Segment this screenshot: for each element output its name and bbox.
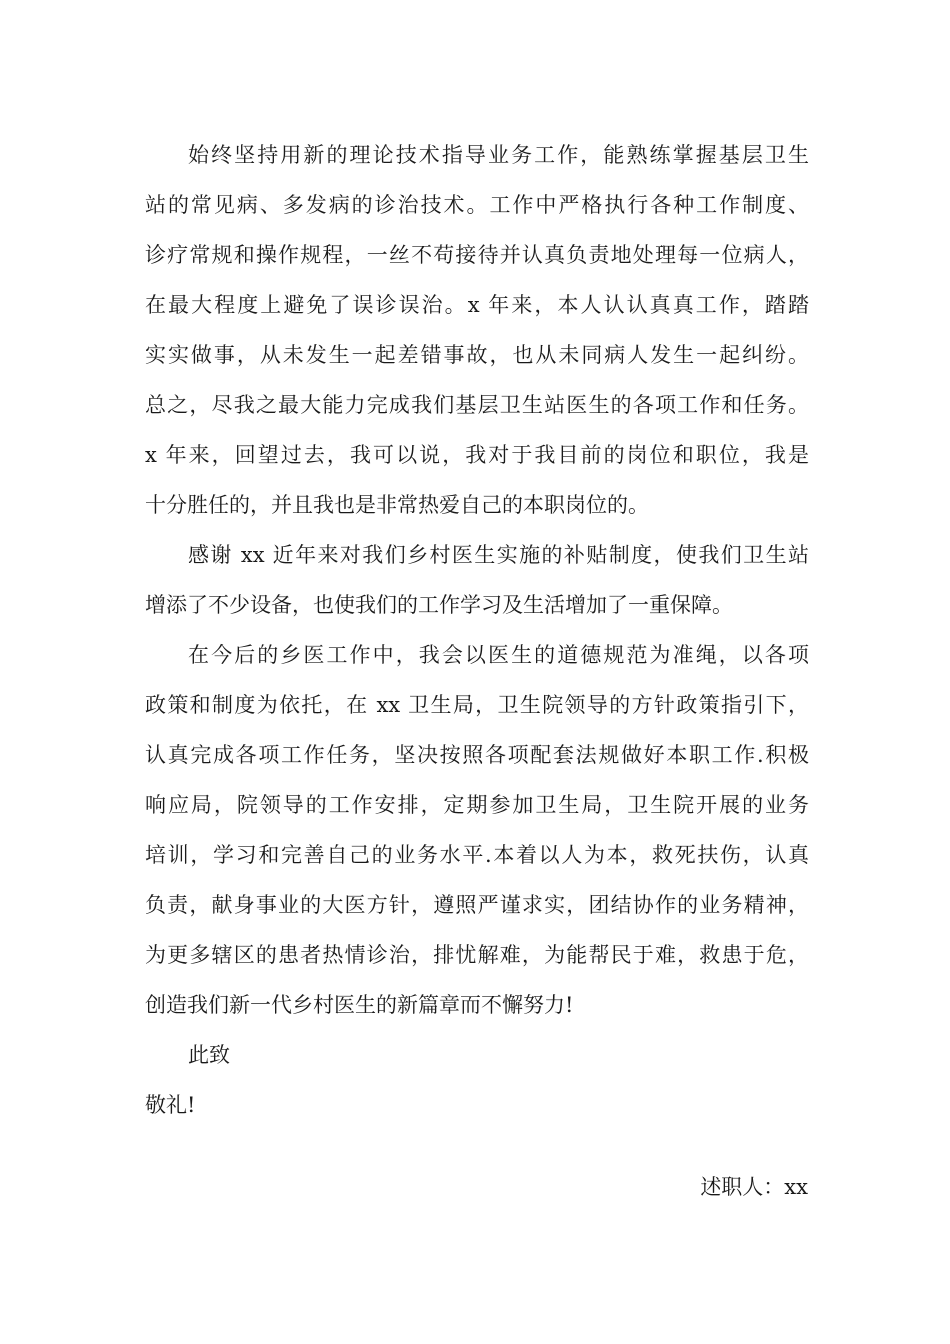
text-line: 为更多辖区的患者热情诊治，排忧解难，为能帮民于难，救患于危， [145, 943, 809, 967]
paragraph-future-plan [145, 630, 809, 1030]
text-line: 实实做事，从未发生一起差错事故，也从未同病人发生一起纠纷。 [145, 343, 809, 367]
text-line: 响应局，院领导的工作安排，定期参加卫生局，卫生院开展的业务 [145, 793, 809, 817]
paragraph-gratitude [145, 530, 809, 630]
text-line: 感谢 xx 近年来对我们乡村医生实施的补贴制度，使我们卫生站 [188, 543, 809, 567]
closing-respect: 敬礼! [145, 1093, 196, 1117]
document-body [145, 130, 809, 1130]
text-line: 增添了不少设备，也使我们的工作学习及生活增加了一重保障。 [145, 593, 733, 617]
text-line: 创造我们新一代乡村医生的新篇章而不懈努力! [145, 993, 574, 1017]
signature-line: 述职人：xx [700, 1175, 808, 1199]
text-line: 在最大程度上避免了误诊误治。x 年来，本人认认真真工作，踏踏 [145, 293, 809, 317]
text-line: 认真完成各项工作任务，坚决按照各项配套法规做好本职工作.积极 [145, 743, 809, 767]
paragraph-work-summary [145, 130, 809, 530]
closing-salutation: 此致 [188, 1043, 230, 1067]
text-line: 政策和制度为依托，在 xx 卫生局，卫生院领导的方针政策指引下， [145, 693, 809, 717]
text-line: 始终坚持用新的理论技术指导业务工作，能熟练掌握基层卫生 [188, 143, 809, 167]
text-line: 培训，学习和完善自己的业务水平.本着以人为本，救死扶伤，认真 [145, 843, 809, 867]
text-line: 总之，尽我之最大能力完成我们基层卫生站医生的各项工作和任务。 [145, 393, 809, 417]
text-line: 站的常见病、多发病的诊治技术。工作中严格执行各种工作制度、 [145, 193, 809, 217]
text-line: 在今后的乡医工作中，我会以医生的道德规范为准绳，以各项 [188, 643, 809, 667]
text-line: 诊疗常规和操作规程，一丝不苟接待并认真负责地处理每一位病人， [145, 243, 809, 267]
text-line: 负责，献身事业的大医方针，遵照严谨求实，团结协作的业务精神， [145, 893, 809, 917]
text-line: x 年来，回望过去，我可以说，我对于我目前的岗位和职位，我是 [145, 443, 809, 467]
text-line: 十分胜任的，并且我也是非常热爱自己的本职岗位的。 [145, 493, 649, 517]
